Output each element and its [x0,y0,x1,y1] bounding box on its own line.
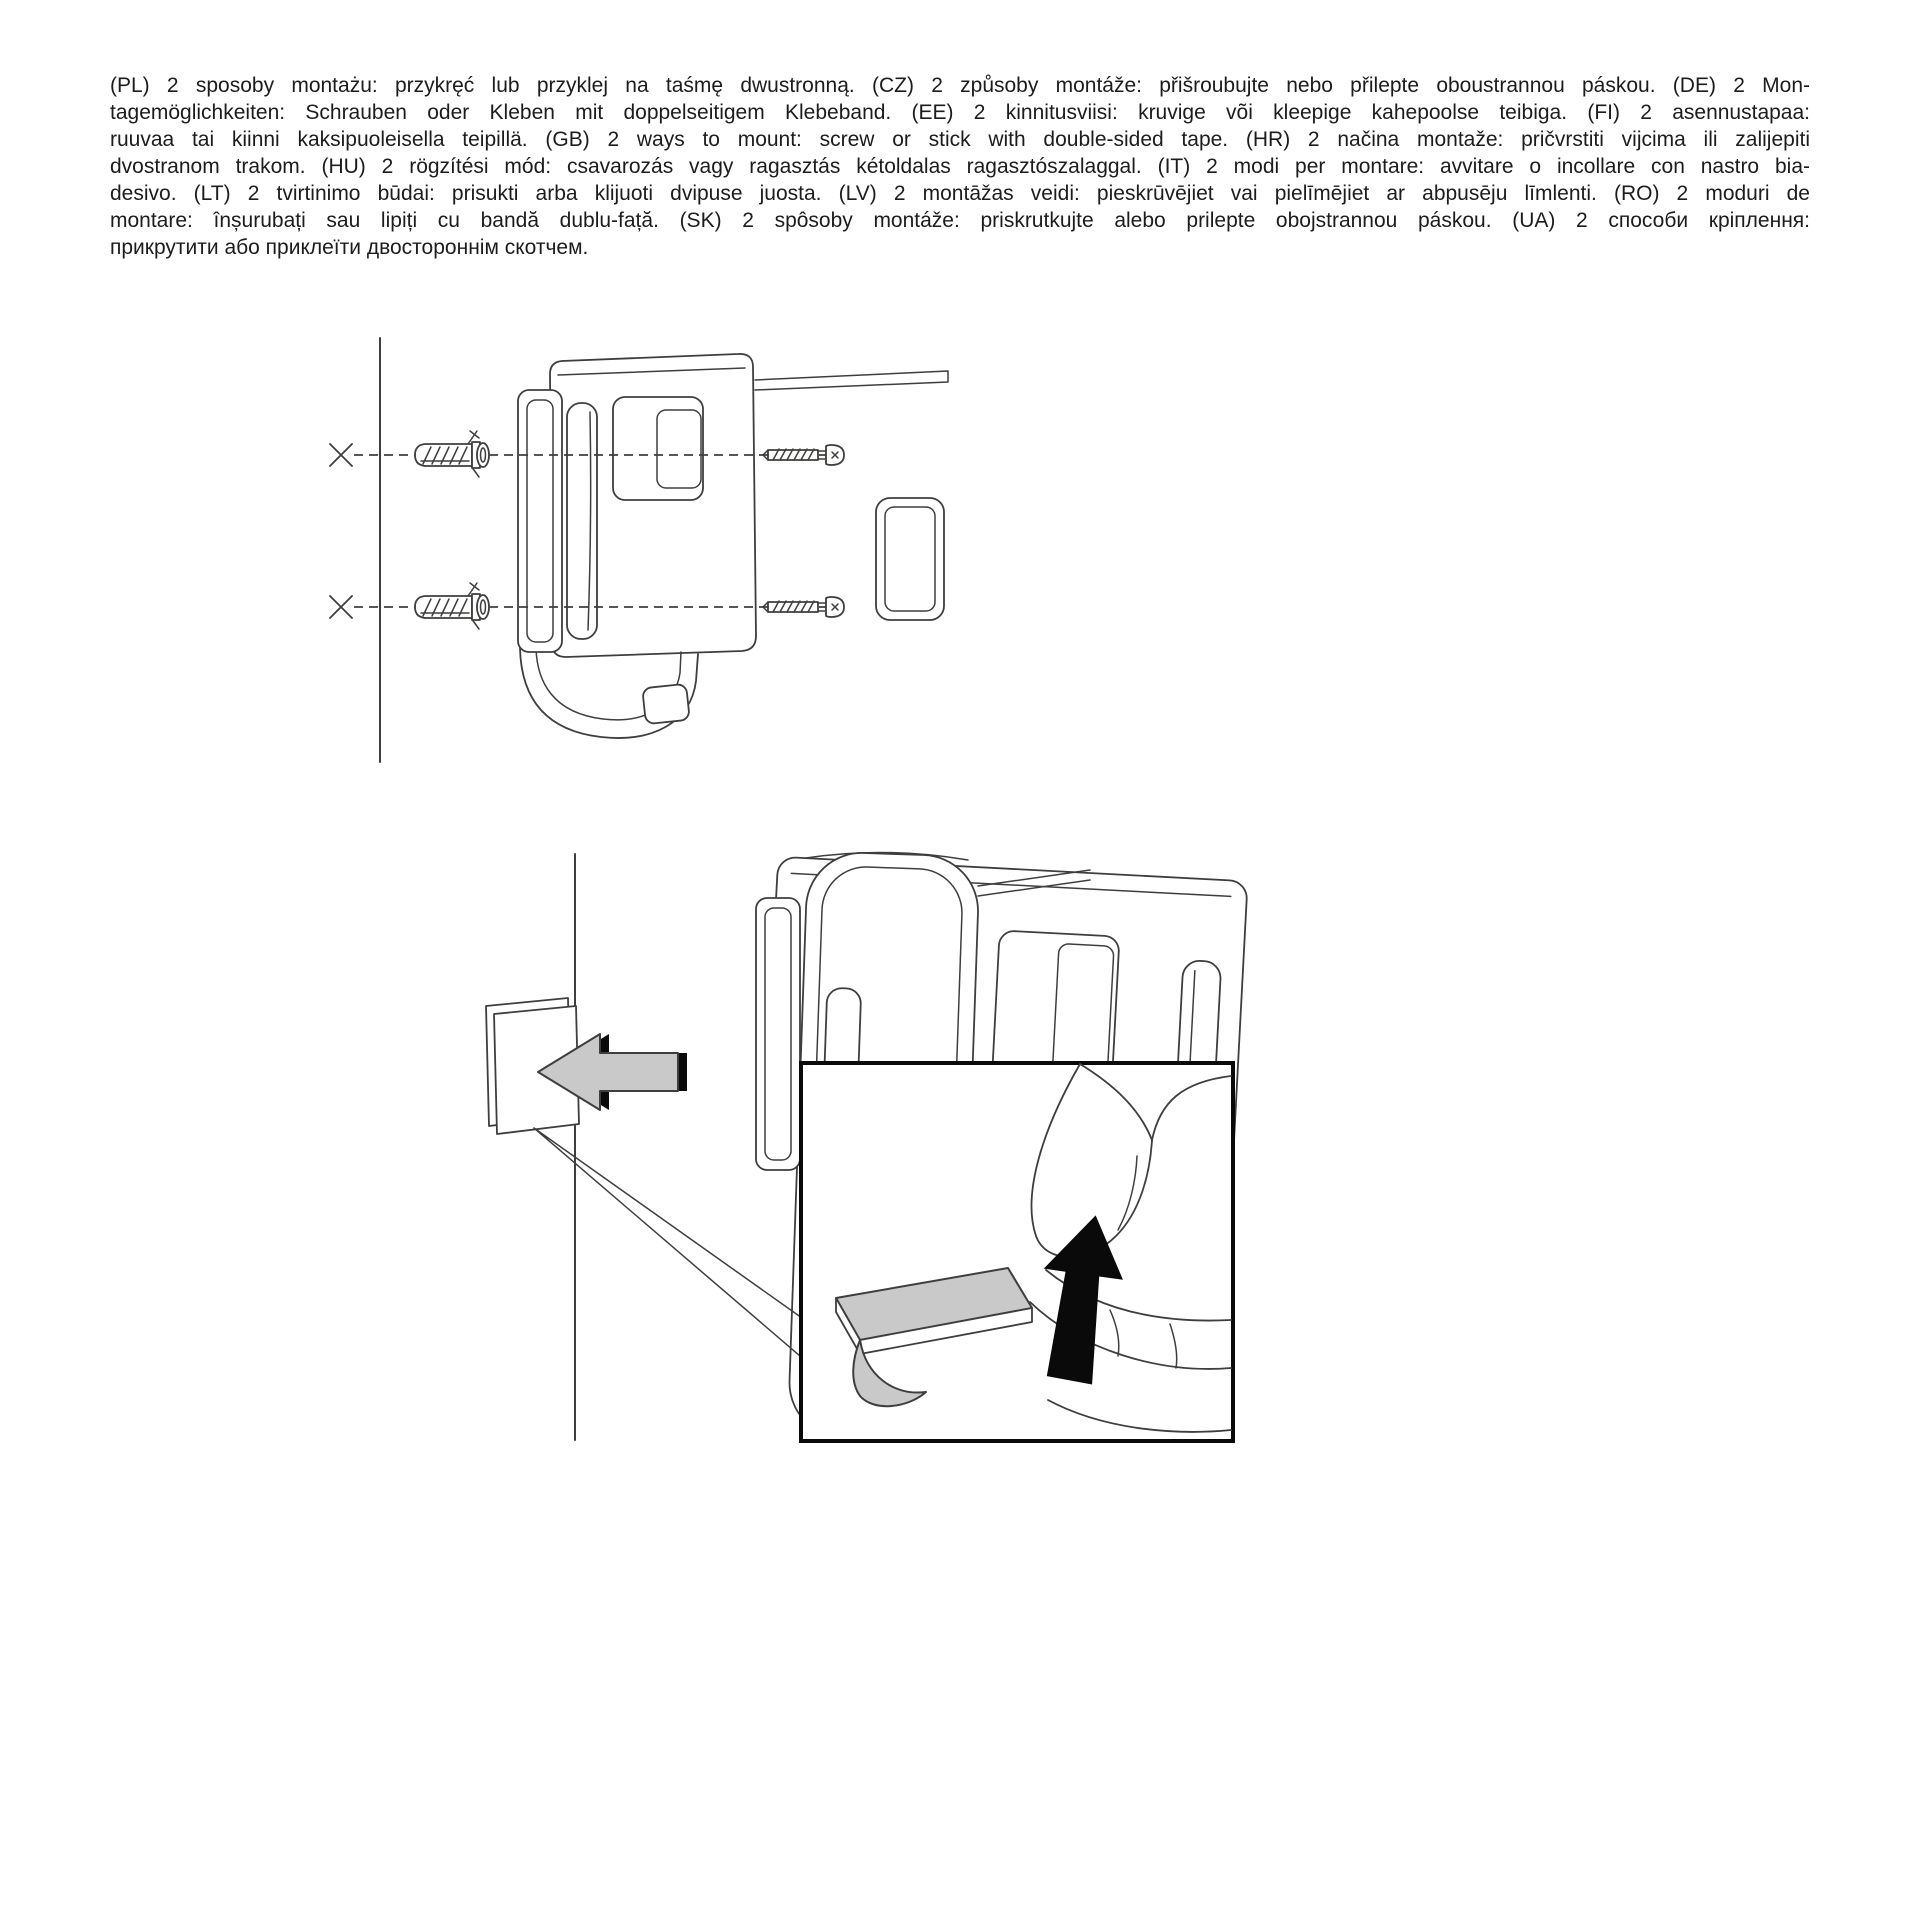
figure-tape-mount [470,840,1250,1452]
drill-mark-x-icon [330,444,352,618]
instruction-line: ruuvaa tai kiinni kaksipuoleisella teipillä. (GB) 2 ways to mount: screw or stick with double-sided tape. (HR) 2 načina montaže: pričvrstiti vijcima ili zalijepiti [110,128,1810,151]
screw-icon [763,597,844,617]
holder-outline [518,354,948,738]
instruction-line: прикрутити або приклеїти двостороннім скотчем. [110,236,589,259]
wall-plug-icon [415,583,489,629]
instruction-text [110,72,1810,261]
instruction-line: (PL) 2 sposoby montażu: przykręć lub przyklej na taśmę dwustronną. (CZ) 2 způsoby montáže: přišroubujte nebo přilepte oboustrannou páskou. (DE) 2 Mon- [110,74,1810,97]
instruction-line: montare: înșurubați sau lipiți cu bandă dublu-față. (SK) 2 spôsoby montáže: priskrutkujte alebo prilepte obojstrannou páskou. (UA) 2 способи кріплення: [110,209,1810,232]
top-rail [755,371,948,390]
screw-icon [763,445,844,465]
instruction-line: desivo. (LT) 2 tvirtinimo būdai: prisukti arba klijuoti dvipuse juosta. (LV) 2 montāžas veidi: pieskrūvējiet vai pielīmējiet ar abpusēju līmlenti. (RO) 2 moduri de [110,182,1810,205]
instruction-line: dvostranom trakom. (HU) 2 rögzítési mód: csavarozás vagy ragasztás kétoldalas ragasztószalaggal. (IT) 2 modi per montare: avvitare o incollare con nastro bia- [110,155,1810,178]
instruction-line: tagemöglichkeiten: Schrauben oder Kleben mit doppelseitigem Klebeband. (EE) 2 kinnitusviisi: kruvige või kleepige kahepoolse teibiga. (FI) 2 asennustapaa: [110,101,1810,124]
detail-callout-box [801,1063,1233,1441]
wall-plug-icon [415,431,489,477]
figure-screw-mount [300,330,950,780]
right-hook-tab [876,498,944,620]
